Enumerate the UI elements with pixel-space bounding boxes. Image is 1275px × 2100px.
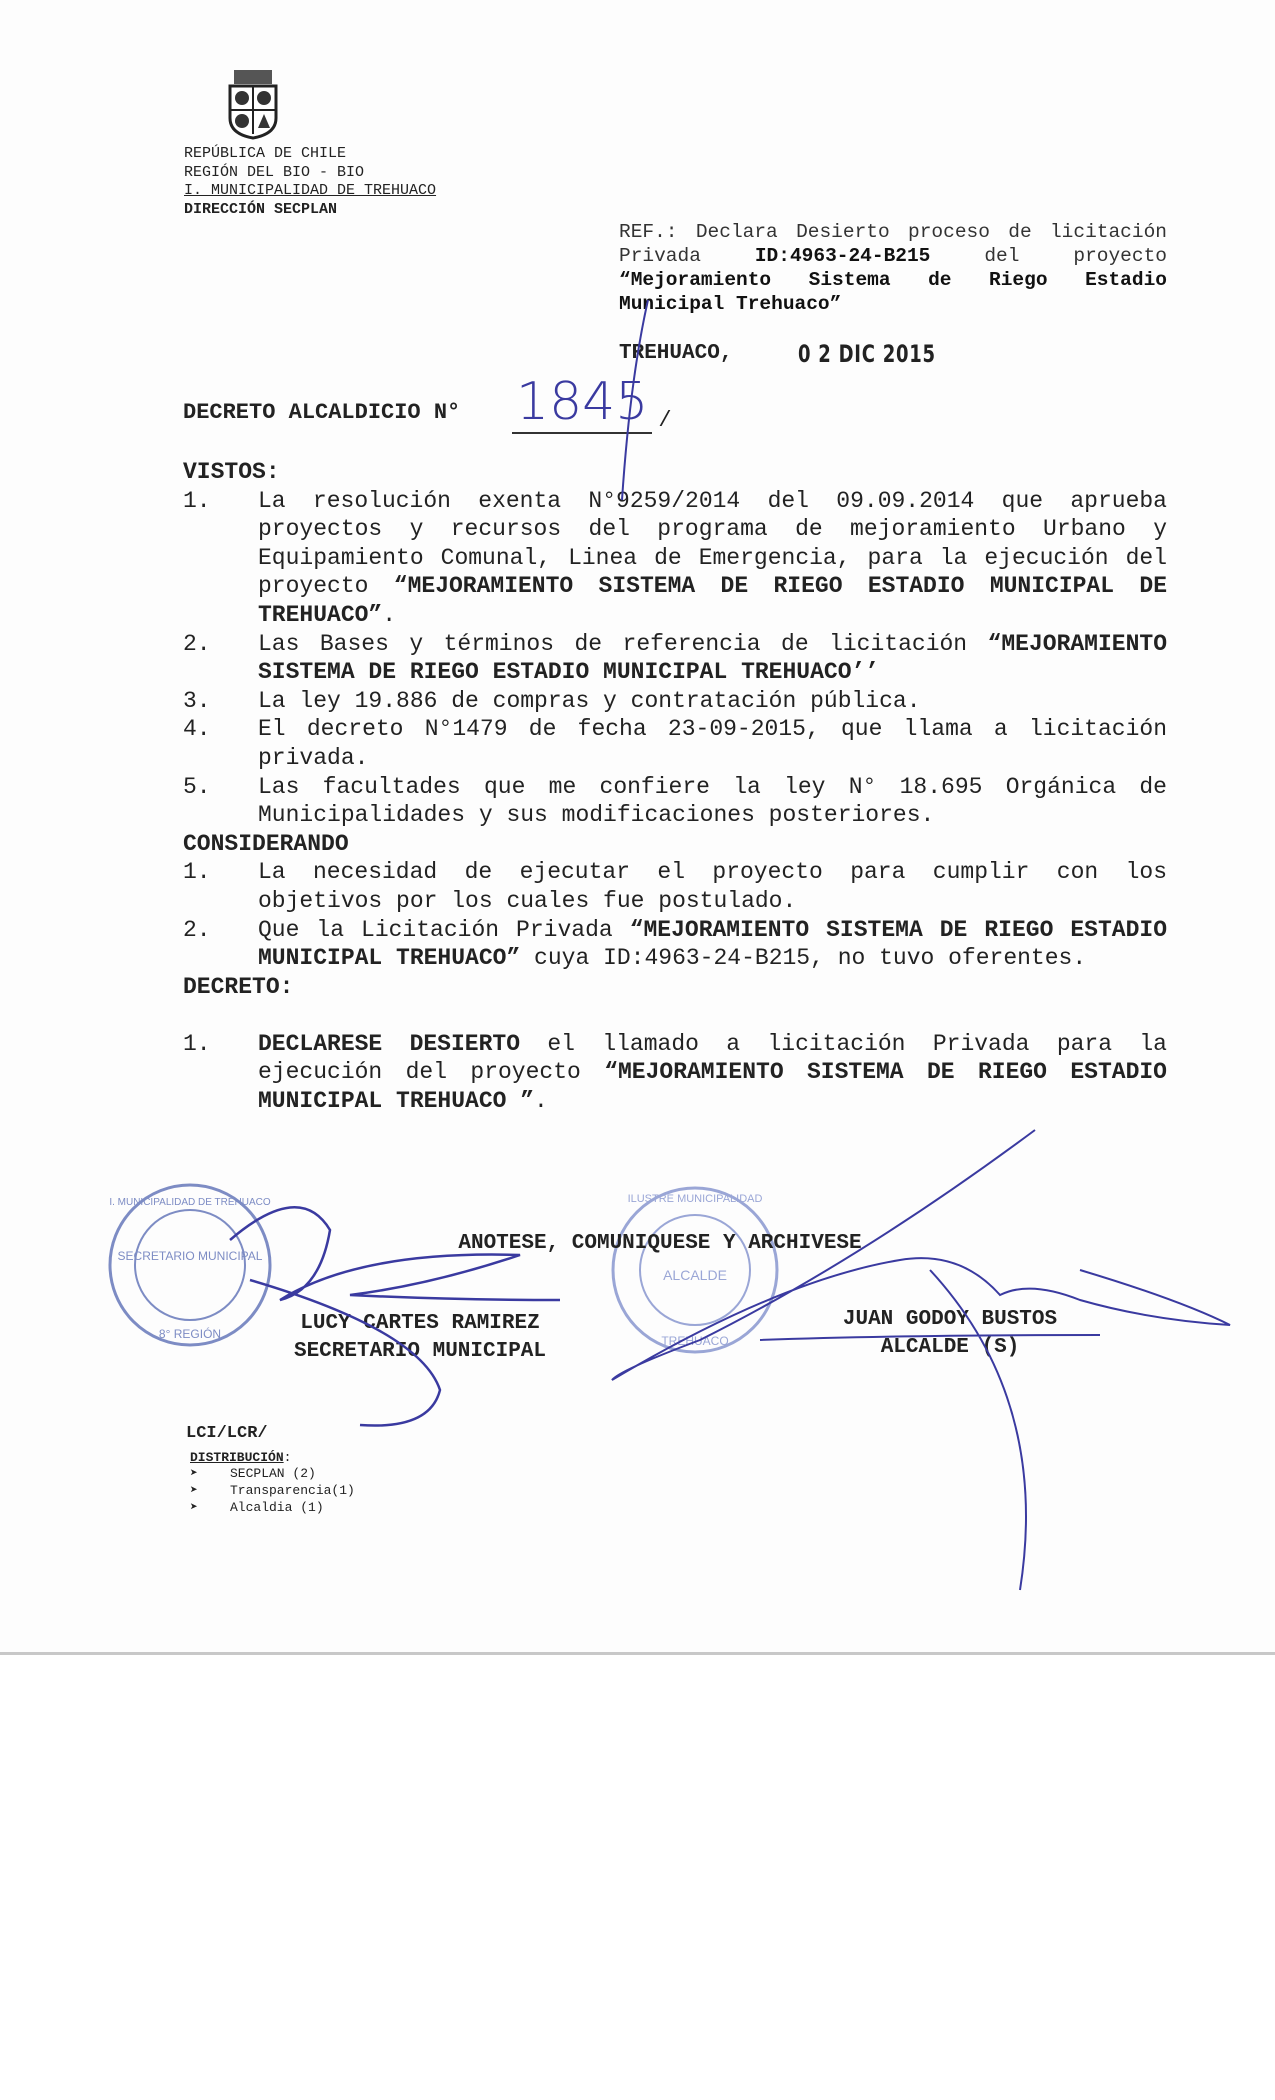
arrow-bullet-icon: ➤ xyxy=(190,1483,198,1498)
date-stamp: 0 2 DIC 2015 xyxy=(798,340,936,368)
vistos-list xyxy=(183,487,1167,830)
header-region: REGIÓN DEL BIO - BIO xyxy=(184,163,365,181)
slash-mark: / xyxy=(658,408,672,433)
item-text-part: el llamado a licitación Privada para la ejecución del proyecto xyxy=(258,1030,1167,1086)
reference-block xyxy=(619,220,1167,316)
alcalde-stamp xyxy=(605,1180,785,1360)
item-tail: cuya ID:4963-24-B215, no tuvo oferentes. xyxy=(520,945,1087,972)
item-number: 1. xyxy=(183,1030,211,1057)
list-item xyxy=(183,916,1167,973)
signatory-title: ALCALDE (S) xyxy=(880,1336,1020,1359)
item-text-part: Que la Licitación Privada xyxy=(258,916,630,943)
item-text xyxy=(258,773,1167,830)
item-text-part: Las facultades que me confiere la ley N° 18.695 Orgánica de Municipalidades y sus modificaciones posteriores. xyxy=(258,773,1167,829)
decreto-title: DECRETO: xyxy=(183,973,294,1000)
header-department: DIRECCIÓN SECPLAN xyxy=(184,200,338,218)
item-text xyxy=(258,487,1167,630)
vistos-title: VISTOS: xyxy=(183,459,280,485)
signatory-name: JUAN GODOY BUSTOS xyxy=(842,1308,1058,1331)
item-text xyxy=(258,715,1167,772)
item-bold: “MEJORAMIENTO SISTEMA DE RIEGO ESTADIO MUNICIPAL TREHUACO” xyxy=(258,916,1167,972)
signatory-secretary xyxy=(250,1310,590,1366)
ref-project: “Mejoramiento Sistema de Riego Estadio Municipal Trehuaco” xyxy=(619,269,1167,315)
item-text-part: Las Bases y términos de referencia de licitación xyxy=(258,630,988,657)
considerando-title: CONSIDERANDO xyxy=(183,830,349,857)
stamp-text: SECRETARIO MUNICIPAL xyxy=(117,1249,263,1263)
item-bold: “MEJORAMIENTO SISTEMA DE RIEGO ESTADIO MUNICIPAL TREHUACO’’ xyxy=(258,630,1167,686)
header-country: REPÚBLICA DE CHILE xyxy=(184,145,347,162)
item-bold: “MEJORAMIENTO SISTEMA DE RIEGO ESTADIO MUNICIPAL TREHUACO ” xyxy=(258,1059,1167,1115)
item-text xyxy=(258,1030,1167,1116)
stamp-ring-text: I. MUNICIPALIDAD DE TREHUACO xyxy=(109,1197,271,1208)
distribution-list xyxy=(190,1465,355,1516)
list-item xyxy=(183,630,1167,687)
list-item xyxy=(183,487,1167,630)
arrow-bullet-icon: ➤ xyxy=(190,1466,198,1481)
item-number: 3. xyxy=(183,687,211,714)
distribution-label: DISTRIBUCIÓN xyxy=(190,1450,284,1465)
item-text-part: La resolución exenta N°9259/2014 del 09.09.2014 que aprueba proyectos y recursos del programa de mejoramiento Urbano y Equipamiento Comunal, Linea de Emergencia, para la ejecución del proyecto xyxy=(258,487,1167,600)
list-item xyxy=(183,1030,1167,1116)
signatory-title: SECRETARIO MUNICIPAL xyxy=(293,1340,547,1363)
item-bold: “MEJORAMIENTO SISTEMA DE RIEGO ESTADIO MUNICIPAL DE TREHUACO” xyxy=(258,573,1167,628)
distribution-item xyxy=(190,1465,355,1482)
stamp-bottom: TREHUACO xyxy=(661,1334,729,1348)
item-text xyxy=(258,858,1167,915)
list-item xyxy=(183,773,1167,830)
ref-mid: del proyecto xyxy=(930,245,1167,267)
arrow-bullet-icon: ➤ xyxy=(190,1500,198,1515)
item-text xyxy=(258,687,1167,716)
place: TREHUACO, xyxy=(619,342,733,365)
distribution-text: Alcaldia (1) xyxy=(230,1500,324,1515)
item-text xyxy=(258,630,1167,687)
stamp-bottom: 8° REGIÓN xyxy=(158,1327,222,1341)
decree-body xyxy=(183,458,1167,1116)
item-number: 2. xyxy=(183,916,211,943)
initials: LCI/LCR/ xyxy=(186,1424,268,1443)
list-item xyxy=(183,687,1167,716)
decree-number-row xyxy=(512,372,672,434)
item-number: 5. xyxy=(183,773,211,800)
considerando-list xyxy=(183,858,1167,972)
ref-prefix: REF.: Declara Desierto proceso de licitación Privada xyxy=(619,221,1167,267)
item-text xyxy=(258,916,1167,973)
distribution-text: Transparencia(1) xyxy=(230,1483,355,1498)
item-number: 1. xyxy=(183,859,211,886)
decree-number-handwritten: 1845 xyxy=(512,372,652,434)
list-item xyxy=(183,858,1167,915)
item-tail: . xyxy=(534,1088,548,1115)
stamp-text: ALCALDE xyxy=(663,1267,727,1283)
signatory-name: LUCY CARTES RAMIREZ xyxy=(300,1312,540,1335)
distribution-item xyxy=(190,1499,355,1516)
stamp-ring-text: ILUSTRE MUNICIPALIDAD xyxy=(627,1193,763,1205)
closing-formula: ANOTESE, COMUNIQUESE Y ARCHIVESE xyxy=(458,1232,862,1255)
issuer-header xyxy=(184,145,436,219)
item-number: 1. xyxy=(183,487,211,514)
coat-of-arms-logo xyxy=(224,68,282,140)
decree-label: DECRETO ALCALDICIO N° xyxy=(183,400,461,425)
item-text-part: La necesidad de ejecutar el proyecto para cumplir con los objetivos por los cuales fue postulado. xyxy=(258,859,1167,914)
distribution-block: DISTRIBUCIÓN: ➤ SECPLAN (2) ➤ Transparencia(1) ➤ Alcaldia (1) xyxy=(190,1450,355,1515)
distribution-text: SECPLAN (2) xyxy=(230,1466,316,1481)
item-number: 4. xyxy=(183,716,211,743)
item-lead: DECLARESE DESIERTO xyxy=(258,1030,520,1057)
distribution-item xyxy=(190,1482,355,1499)
list-item xyxy=(183,715,1167,772)
ref-id: ID:4963-24-B215 xyxy=(754,245,931,267)
header-municipality: I. MUNICIPALIDAD DE TREHUACO xyxy=(184,182,437,199)
signatory-mayor xyxy=(790,1306,1110,1362)
item-text-part: El decreto N°1479 de fecha 23-09-2015, que llama a licitación privada. xyxy=(258,716,1167,771)
item-number: 2. xyxy=(183,630,211,657)
item-tail: . xyxy=(382,601,397,628)
item-text-part: La ley 19.886 de compras y contratación pública. xyxy=(258,687,921,714)
